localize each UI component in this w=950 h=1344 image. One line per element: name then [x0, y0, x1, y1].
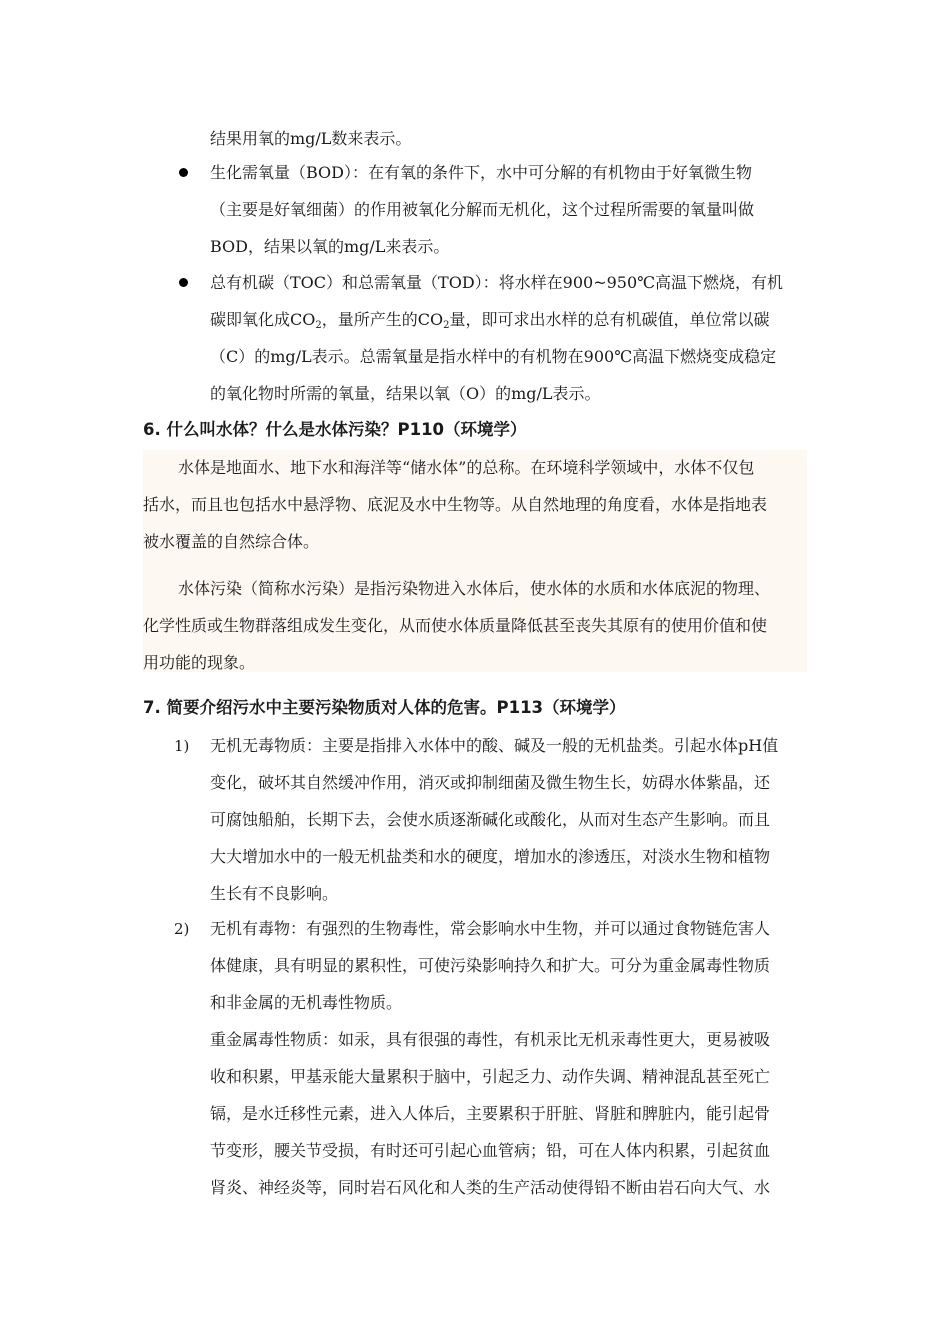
list-line: 体健康，具有明显的累积性，可使污染影响持久和扩大。可分为重金属毒性物质	[210, 956, 771, 975]
list-line: 和非金属的无机毒性物质。	[210, 993, 403, 1012]
section-heading: 7. 简要介绍污水中主要污染物质对人体的危害。P113（环境学）	[143, 698, 626, 717]
list-number: 2)	[174, 920, 190, 938]
list-line: 大大增加水中的一般无机盐类和水的硬度，增加水的渗透压，对淡水生物和植物	[210, 847, 771, 866]
paragraph-line: 用功能的现象。	[143, 653, 256, 672]
list-line: 收和积累，甲基汞能大量累积于脑中，引起乏力、动作失调、精神混乱甚至死亡	[210, 1067, 771, 1086]
list-line: 无机无毒物质：主要是指排入水体中的酸、碱及一般的无机盐类。引起水体pH值	[210, 736, 779, 755]
continuation-line: 结果用氧的mg/L数来表示。	[210, 129, 412, 148]
paragraph-line: 化学性质或生物群落组成发生变化，从而使水体质量降低甚至丧失其原有的使用价值和使	[143, 616, 768, 635]
bullet-line: （C）的mg/L表示。总需氧量是指水样中的有机物在900℃高温下燃烧变成稳定	[210, 347, 777, 366]
bullet-dot-icon	[179, 168, 188, 177]
bullet-line: 的氧化物时所需的氧量，结果以氧（O）的mg/L表示。	[210, 384, 601, 403]
paragraph-line: 水体是地面水、地下水和海洋等“储水体”的总称。在环境科学领域中，水体不仅包	[178, 458, 755, 477]
list-line: 变化，破坏其自然缓冲作用，消灭或抑制细菌及微生物生长，妨碍水体紫晶，还	[210, 773, 771, 792]
paragraph-line: 被水覆盖的自然综合体。	[143, 532, 320, 551]
bullet-line: （主要是好氧细菌）的作用被氧化分解而无机化，这个过程所需要的氧量叫做	[210, 200, 755, 219]
list-line: 无机有毒物：有强烈的生物毒性，常会影响水中生物，并可以通过食物链危害人	[210, 919, 771, 938]
list-line: 生长有不良影响。	[210, 884, 339, 903]
paragraph-line: 括水，而且也包括水中悬浮物、底泥及水中生物等。从自然地理的角度看，水体是指地表	[143, 495, 768, 514]
bullet-line: 生化需氧量（BOD）：在有氧的条件下，水中可分解的有机物由于好氧微生物	[210, 163, 753, 182]
section-heading: 6. 什么叫水体？什么是水体污染？P110（环境学）	[143, 420, 527, 439]
list-number: 1)	[174, 737, 190, 755]
list-line: 肾炎、神经炎等，同时岩石风化和人类的生产活动使得铅不断由岩石向大气、水	[210, 1178, 771, 1197]
bullet-line-co2	[210, 309, 770, 331]
bullet-dot-icon	[179, 278, 188, 287]
list-line: 重金属毒性物质：如汞，具有很强的毒性，有机汞比无机汞毒性更大，更易被吸	[210, 1030, 771, 1049]
bullet-line: BOD，结果以氧的mg/L来表示。	[210, 237, 450, 256]
list-line: 可腐蚀船舶，长期下去，会使水质逐渐碱化或酸化，从而对生态产生影响。而且	[210, 810, 771, 829]
co2-text: 碳即氧化成$CO_2$，量所产生的$CO_2$量，即可求出水样的总有机碳值，单位常以碳	[210, 310, 770, 331]
paragraph-line: 水体污染（简称水污染）是指污染物进入水体后，使水体的水质和水体底泥的物理、	[178, 579, 771, 598]
bullet-line: 总有机碳（TOC）和总需氧量（TOD）：将水样在900~950℃高温下燃烧，有机	[210, 273, 784, 292]
list-line: 节变形，腰关节受损，有时还可引起心血管病；铅，可在人体内积累，引起贫血	[210, 1141, 771, 1160]
shaded-block	[143, 450, 807, 672]
list-line: 镉，是水迁移性元素，进入人体后，主要累积于肝脏、肾脏和脾脏内，能引起骨	[210, 1104, 771, 1123]
